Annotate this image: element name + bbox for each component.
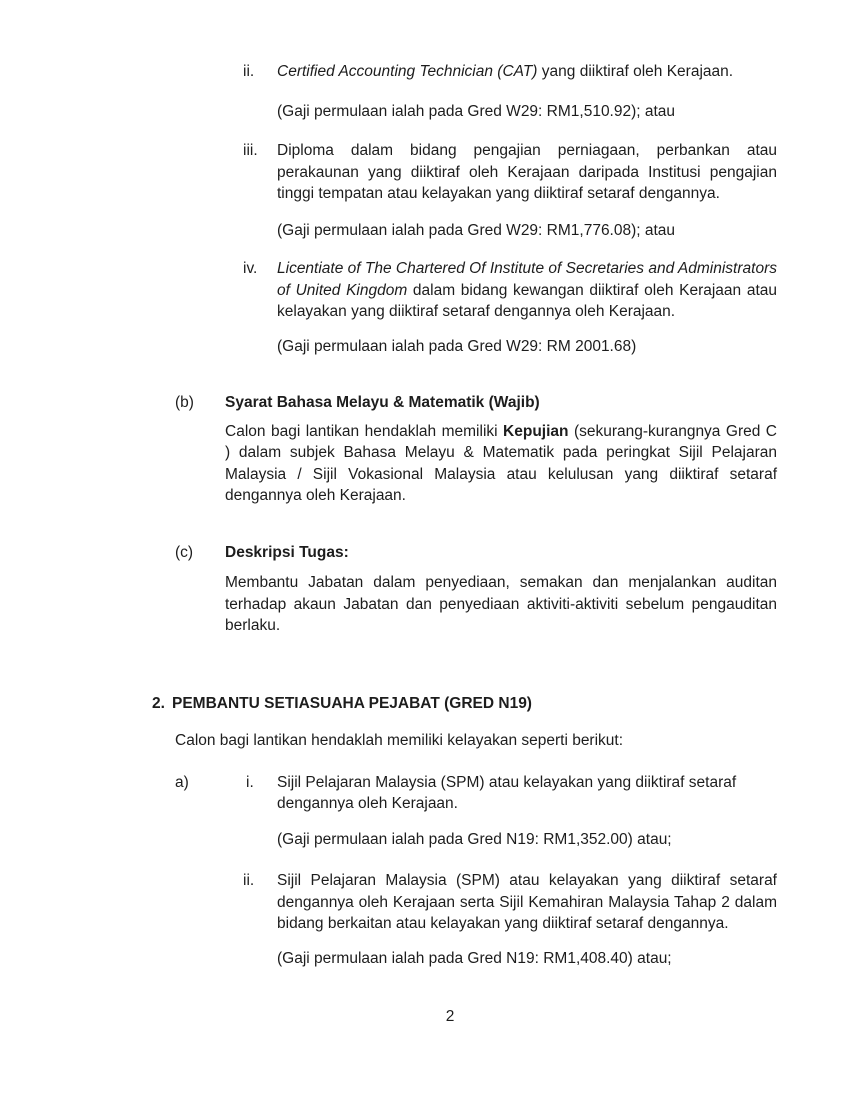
subsection-c-marker: (c) (175, 543, 194, 561)
subsection-b-marker: (b) (175, 394, 194, 411)
subsection-c-heading-row (175, 542, 850, 564)
list-marker-a: a) (175, 773, 189, 791)
body-text: Calon bagi lantikan hendaklah memiliki (225, 422, 504, 440)
list-item-a-i-text: Sijil Pelajaran Malaysia (SPM) atau kelayakan yang diiktiraf setaraf dengannya oleh Kerajaan. (277, 773, 737, 812)
body-text: (sekurang-kurangnya Gred C ) dalam subjek Bahasa Melayu & Matematik pada peringkat Sijil Pelajaran Malaysia / Sijil Vokasional Malaysia atau kelulusan yang diiktiraf setaraf dengannya oleh Kerajaan. (225, 422, 778, 504)
bold-keyword: Kepujian (503, 422, 569, 440)
section-2-heading-row (152, 693, 850, 715)
list-marker-iii: iii. (243, 142, 258, 159)
italic-qualification-name: Certified Accounting Technician (CAT) (277, 63, 538, 80)
salary-note-n19-1: (Gaji permulaan ialah pada Gred N19: RM1,352.00) atau; (277, 830, 672, 848)
salary-note-n19-2: (Gaji permulaan ialah pada Gred N19: RM1,408.40) atau; (277, 949, 672, 967)
page-number: 2 (445, 1008, 455, 1025)
list-item-iii (243, 140, 850, 205)
list-item-ii-text (277, 61, 777, 83)
list-item-a-i (175, 772, 850, 815)
list-item-a-ii (243, 870, 850, 935)
subsection-b-heading: Syarat Bahasa Melayu & Matematik (Wajib) (225, 394, 540, 411)
list-item-iv-text (277, 258, 777, 323)
subsection-c-paragraph: Membantu Jabatan dalam penyediaan, semakan dan menjalankan auditan terhadap akaun Jabatan dan penyediaan aktiviti-aktiviti sebelum pengauditan berlaku. (225, 574, 777, 634)
salary-note-w29-2: (Gaji permulaan ialah pada Gred W29: RM1,776.08); atau (277, 221, 676, 239)
salary-note-w29-1: (Gaji permulaan ialah pada Gred W29: RM1,510.92); atau (277, 102, 676, 120)
subsection-b-paragraph (225, 421, 777, 507)
salary-note-w29-3: (Gaji permulaan ialah pada Gred W29: RM 2001.68) (277, 337, 637, 355)
list-item-ii (243, 61, 850, 83)
subsection-c-heading: Deskripsi Tugas: (225, 543, 349, 561)
list-marker-i: i. (246, 773, 254, 791)
section-2-intro: Calon bagi lantikan hendaklah memiliki kelayakan seperti berikut: (175, 732, 624, 749)
list-item-iii-text: Diploma dalam bidang pengajian perniagaan, perbankan atau perakaunan yang diiktiraf oleh Kerajaan daripada Institusi pengajian tinggi tempatan atau kelayakan yang diiktiraf setaraf dengannya. (277, 142, 777, 202)
list-marker-ii: ii. (243, 872, 255, 889)
section-2-number: 2. (152, 694, 165, 712)
section-2-heading: PEMBANTU SETIASUAHA PEJABAT (GRED N19) (172, 694, 532, 712)
body-text: yang diiktiraf oleh Kerajaan. (537, 63, 734, 80)
italic-qualification-name: Licentiate of The Chartered Of Institute of Secretaries and Administrators of United Kingdom (277, 260, 777, 299)
subsection-b-heading-row (175, 392, 850, 414)
body-text: dalam bidang kewangan diiktiraf oleh Kerajaan atau kelayakan yang diiktiraf setaraf dengannya oleh Kerajaan. (277, 281, 777, 320)
list-item-iv (243, 258, 850, 323)
list-item-a-ii-text: Sijil Pelajaran Malaysia (SPM) atau kelayakan yang diiktiraf setaraf dengannya oleh Kerajaan serta Sijil Kemahiran Malaysia Tahap 2 dalam bidang berkaitan atau kelayakan yang diiktiraf setaraf dengannya. (277, 872, 777, 932)
list-marker-iv: iv. (243, 260, 258, 277)
list-marker-ii: ii. (243, 63, 255, 80)
